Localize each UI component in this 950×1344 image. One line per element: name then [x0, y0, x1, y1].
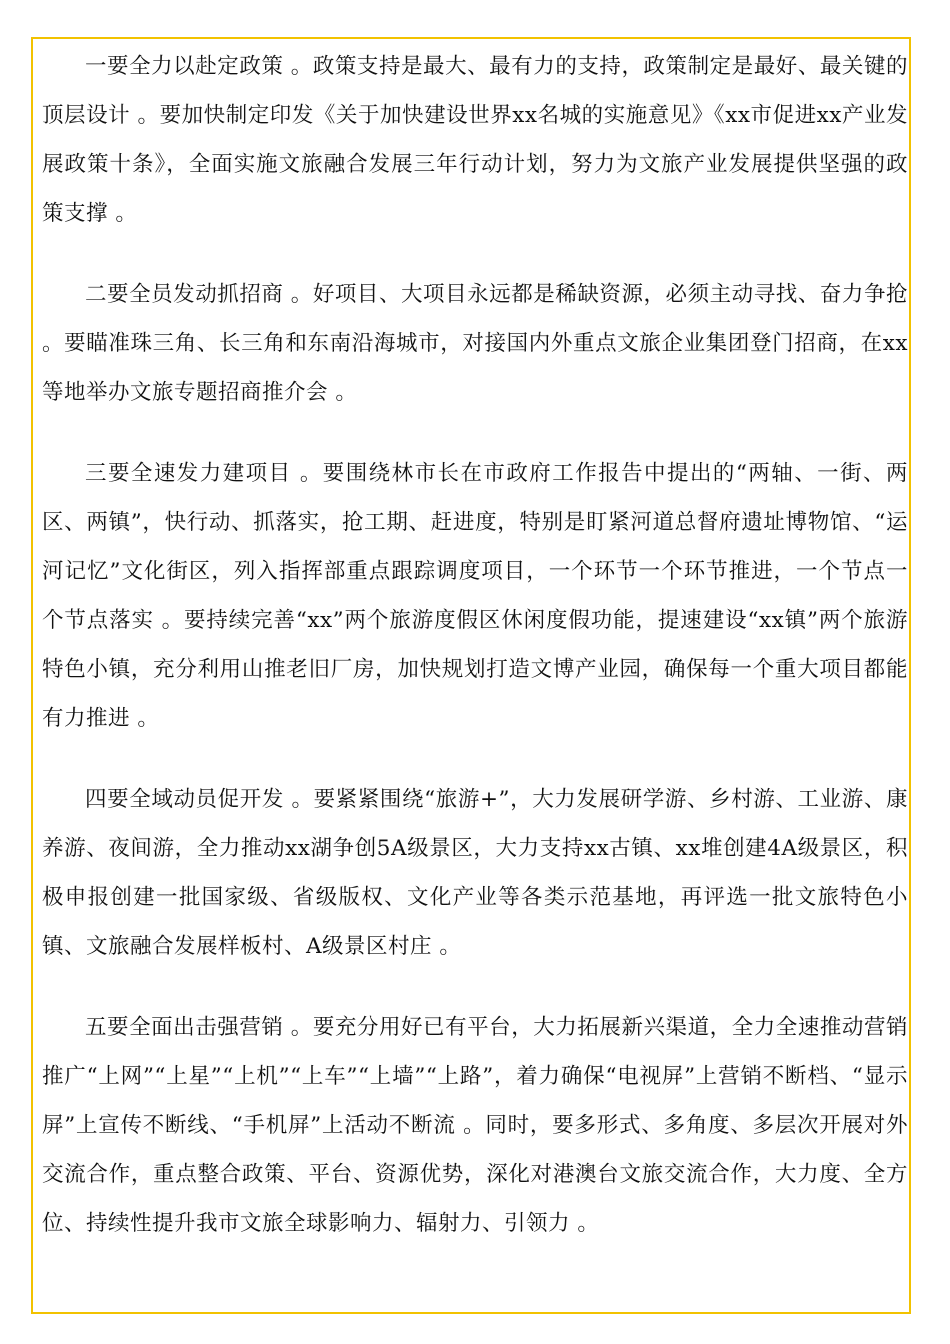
paragraph-marketing: 五要全面出击强营销 。要充分用好已有平台，大力拓展新兴渠道，全力全速推动营销推广“上网”“上星”“上机”“上车”“上墙”“上路”，着力确保“电视屏”上营销不断档、“显示屏”上宣传不断线、“手机屏”上活动不断流 。同时，要多形式、多角度、多层次开展对外交流合作，重点整合政策、平台、资源优势，深化对港澳台文旅交流合作，大力度、全方位、持续性提升我市文旅全球影响力、辐射力、引领力 。: [42, 1015, 909, 1236]
document-body: [42, 42, 908, 1280]
paragraph-development: 四要全域动员促开发 。要紧紧围绕“旅游+”，大力发展研学游、乡村游、工业游、康养游、夜间游，全力推动xx湖争创5A级景区，大力支持xx古镇、xx堆创建4A级景区，积极申报创建一批国家级、省级版权、文化产业等各类示范基地，再评选一批文旅特色小镇、文旅融合发展样板村、A级景区村庄 。: [42, 787, 908, 959]
paragraph-policy: 一要全力以赴定政策 。政策支持是最大、最有力的支持，政策制定是最好、最关键的顶层设计 。要加快制定印发《关于加快建设世界xx名城的实施意见》《xx市促进xx产业发展政策十条》，全面实施文旅融合发展三年行动计划，努力为文旅产业发展提供坚强的政策支撑 。: [42, 54, 908, 226]
paragraph-projects: 三要全速发力建项目 。要围绕林市长在市政府工作报告中提出的“两轴、一街、两区、两镇”，快行动、抓落实，抢工期、赶进度，特别是盯紧河道总督府遗址博物馆、“运河记忆”文化街区，列入指挥部重点跟踪调度项目，一个环节一个环节推进，一个节点一个节点落实 。要持续完善“xx”两个旅游度假区休闲度假功能，提速建设“xx镇”两个旅游特色小镇，充分利用山推老旧厂房，加快规划打造文博产业园，确保每一个重大项目都能有力推进 。: [42, 461, 908, 731]
paragraph-investment: 二要全员发动抓招商 。好项目、大项目永远都是稀缺资源，必须主动寻找、奋力争抢 。要瞄准珠三角、长三角和东南沿海城市，对接国内外重点文旅企业集团登门招商，在xx等地举办文旅专题招商推介会 。: [42, 282, 908, 405]
